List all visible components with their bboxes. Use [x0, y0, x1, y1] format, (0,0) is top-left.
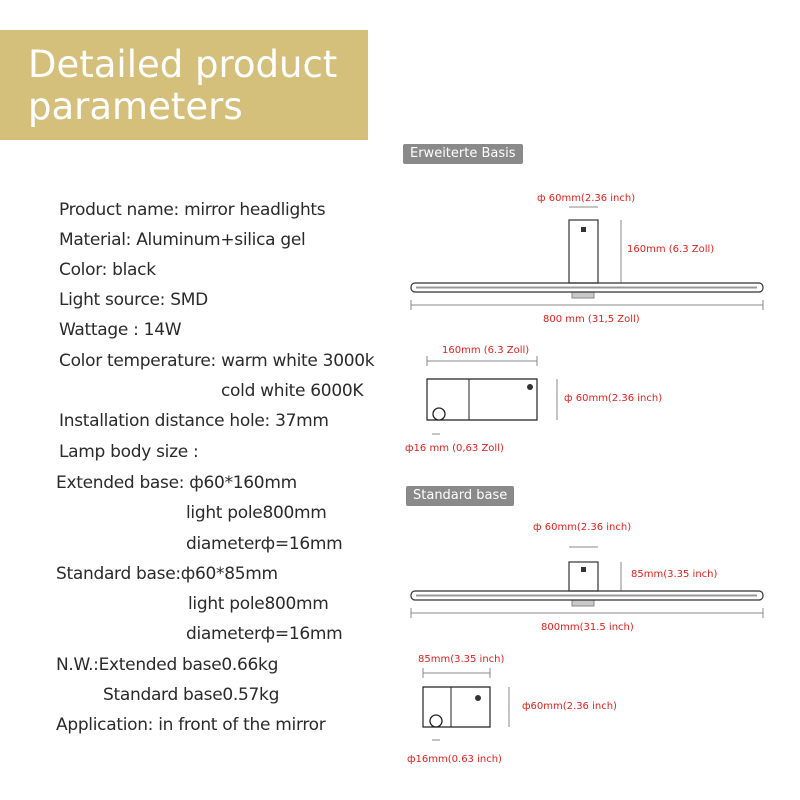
spec-standard-pole: light pole800mm	[188, 594, 329, 614]
spec-application: Application: in front of the mirror	[56, 715, 326, 735]
standard-side-width-label: 85mm(3.35 inch)	[418, 654, 505, 665]
spec-standard-base: Standard base:ф60*85mm	[56, 564, 278, 584]
standard-base-front	[569, 562, 598, 591]
extended-side-height-label: ф 60mm(2.36 inch)	[564, 393, 663, 404]
spec-standard-diameter: diameterф=16mm	[186, 624, 343, 644]
standard-top-diameter-label: ф 60mm(2.36 inch)	[533, 522, 632, 533]
banner-title-line-1: Detailed product	[28, 43, 338, 86]
standard-length-label: 800mm(31.5 inch)	[541, 622, 634, 633]
extended-pole-diameter-label: ф16 mm (0,63 Zoll)	[405, 443, 504, 454]
spec-extended-diameter: diameterф=16mm	[186, 534, 343, 554]
spec-extended-base: Extended base: ф60*160mm	[56, 473, 297, 493]
spec-net-weight-extended: N.W.:Extended base0.66kg	[56, 655, 279, 675]
banner-title-line-2: parameters	[28, 85, 243, 128]
extended-height-label: 160mm (6.3 Zoll)	[627, 244, 715, 255]
extended-pole-section	[433, 408, 445, 420]
extended-top-diameter-label: ф 60mm(2.36 inch)	[537, 193, 636, 204]
spec-color-temperature: Color temperature: warm white 3000k	[59, 351, 375, 371]
spec-installation-distance: Installation distance hole: 37mm	[59, 411, 329, 431]
standard-pole-diameter-label: ф16mm(0.63 inch)	[407, 754, 502, 765]
standard-side-height-label: ф60mm(2.36 inch)	[522, 701, 617, 712]
standard-pole-section	[430, 715, 442, 727]
spec-material: Material: Aluminum+silica gel	[59, 230, 306, 250]
standard-base-tag: Standard base	[406, 486, 514, 506]
extended-base-tag: Erweiterte Basis	[403, 144, 523, 164]
spec-net-weight-standard: Standard base0.57kg	[103, 685, 280, 705]
spec-product-name: Product name: mirror headlights	[59, 200, 326, 220]
spec-lamp-body-size: Lamp body size :	[59, 442, 199, 462]
extended-length-label: 800 mm (31,5 Zoll)	[543, 314, 640, 325]
standard-height-label: 85mm(3.35 inch)	[631, 569, 718, 580]
extended-side-width-label: 160mm (6.3 Zoll)	[442, 345, 530, 356]
spec-wattage: Wattage : 14W	[59, 320, 182, 340]
spec-extended-pole: light pole800mm	[186, 503, 327, 523]
spec-light-source: Light source: SMD	[59, 290, 208, 310]
spec-color-temperature-cold: cold white 6000K	[221, 381, 364, 401]
spec-color: Color: black	[59, 260, 156, 280]
